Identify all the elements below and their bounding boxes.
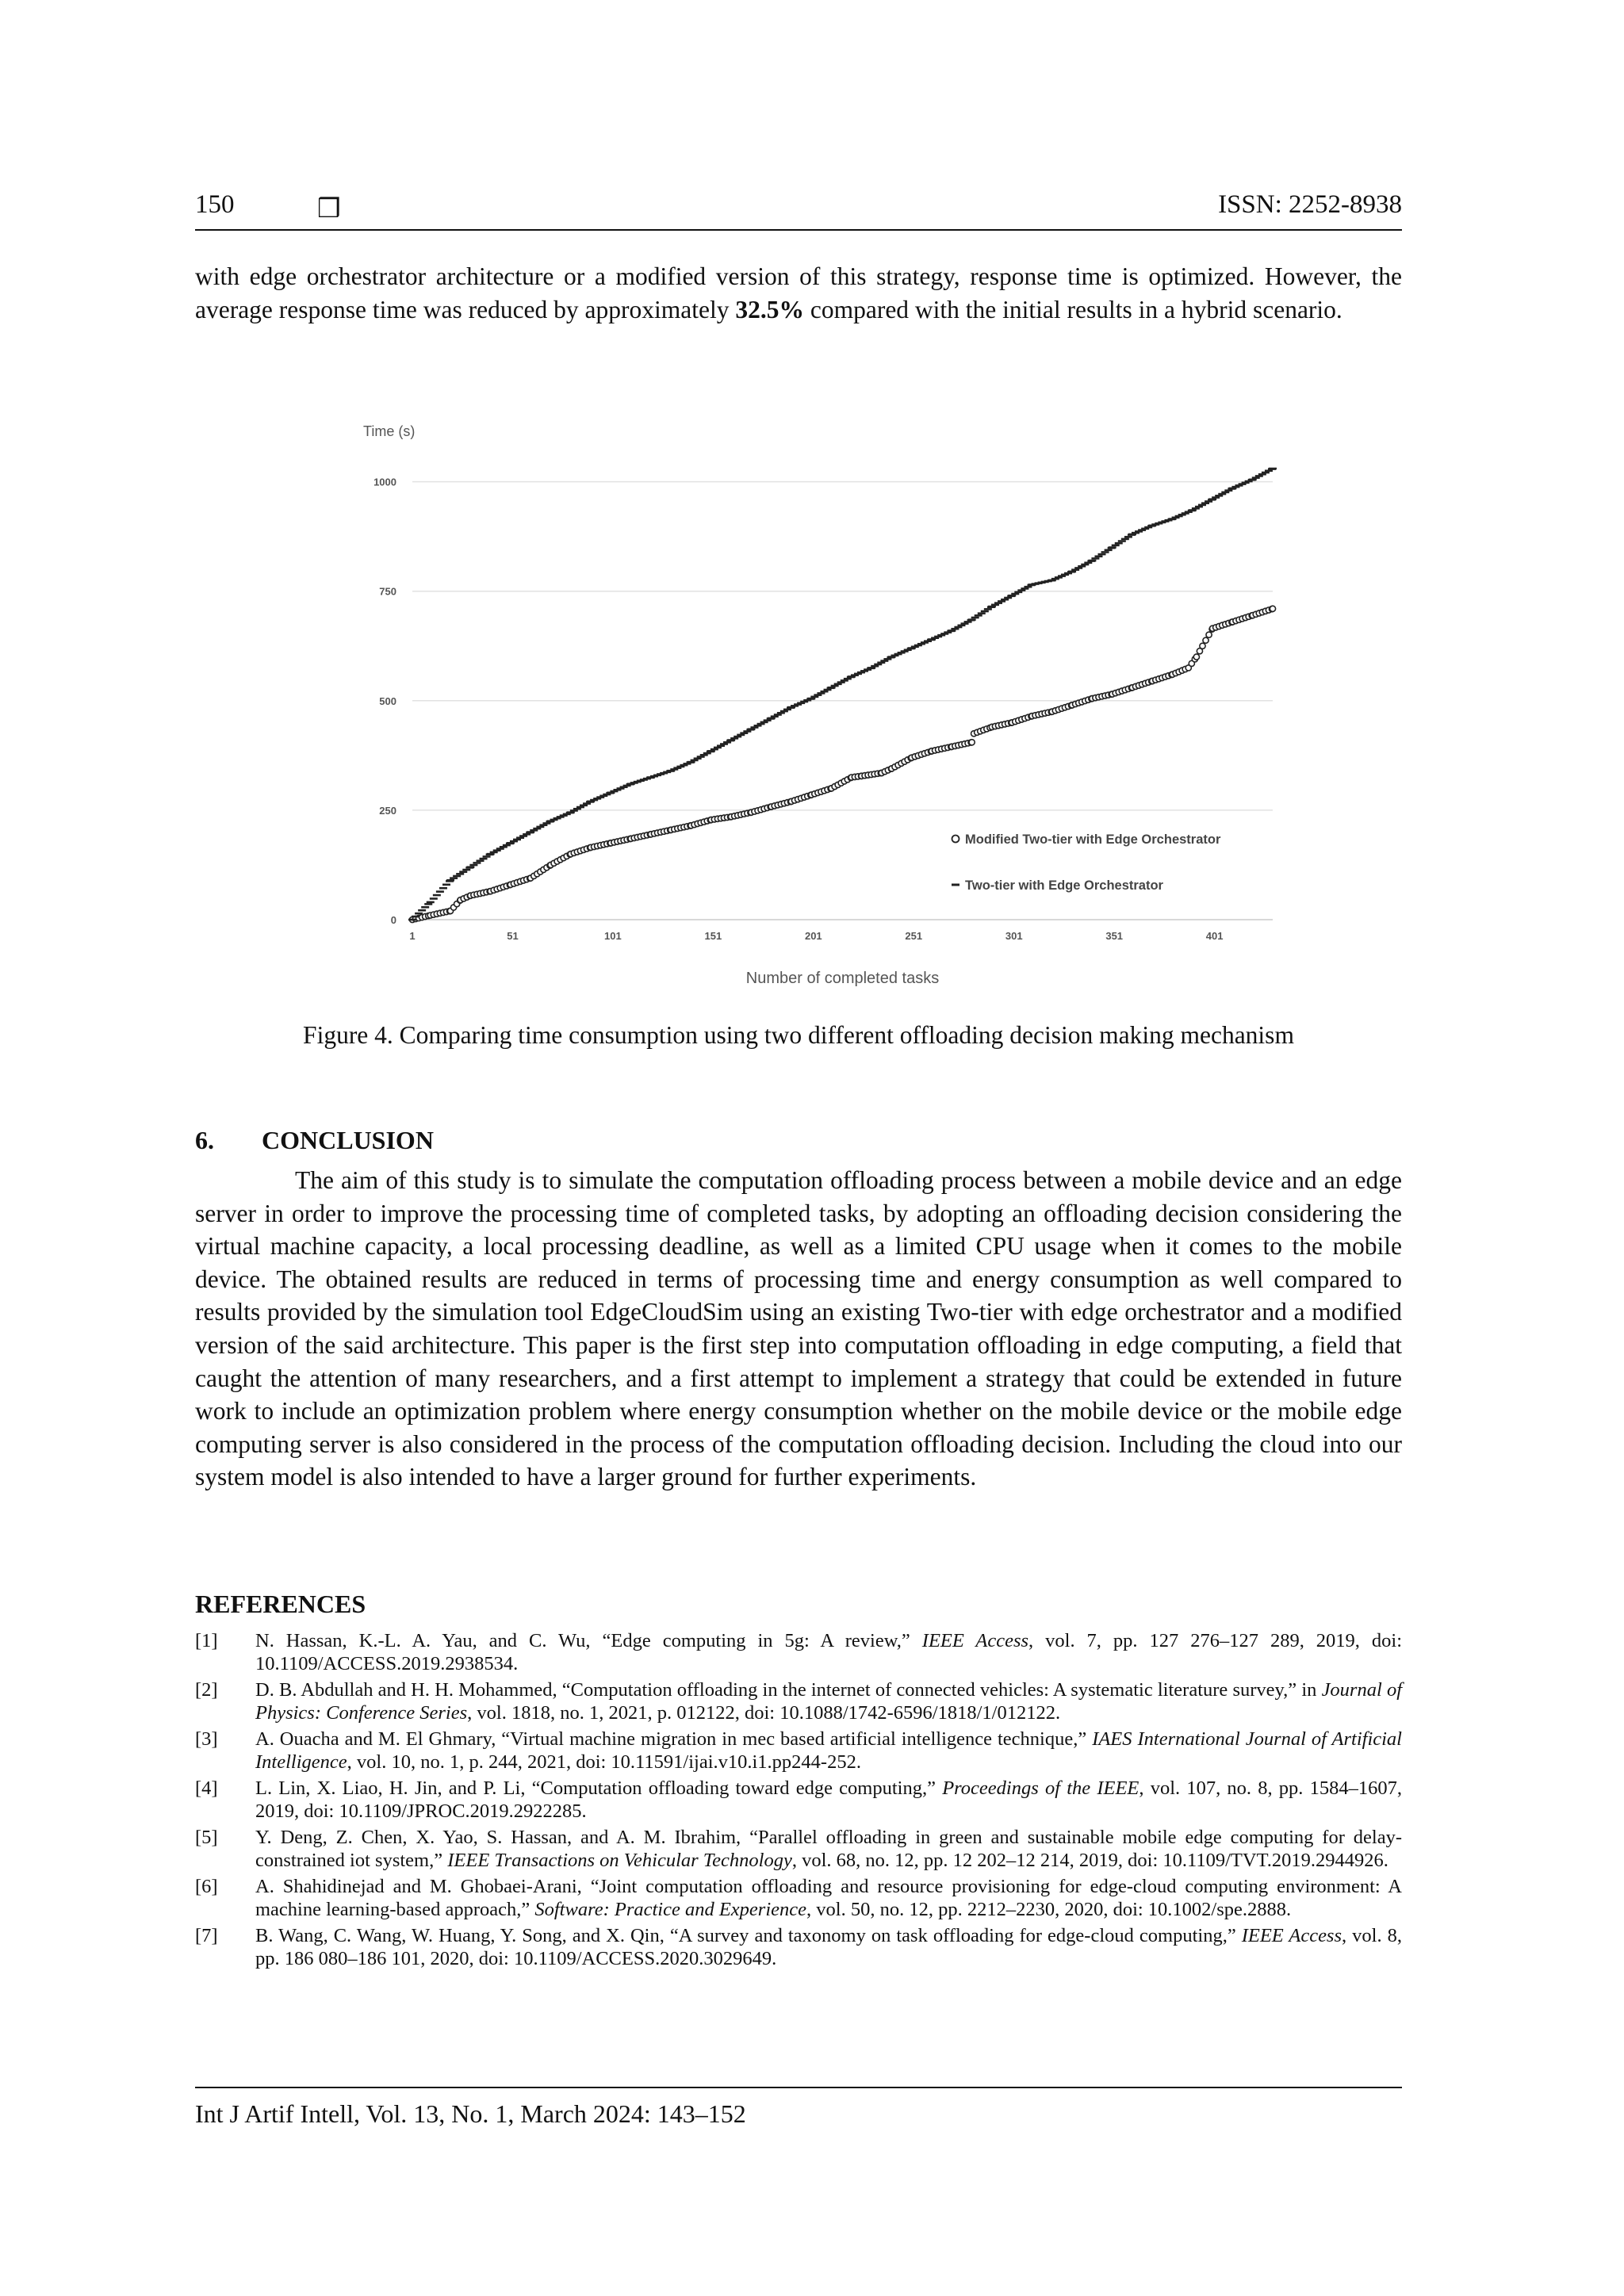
x-tick-label: 1 — [409, 930, 416, 942]
reference-venue: Software: Practice and Experience — [534, 1899, 807, 1920]
reference-text: N. Hassan, K.-L. A. Yau, and C. Wu, “Edge computing in 5g: A review,” — [255, 1630, 922, 1651]
reference-details: , vol. 107, no. 8, pp. 1584–1607, 2019, doi: 10.1109/JPROC.2019.2922285. — [255, 1777, 1402, 1822]
y-tick-label: 500 — [379, 695, 396, 707]
reference-details: , vol. 8, pp. 186 080–186 101, 2020, doi: 10.1109/ACCESS.2020.3029649. — [255, 1925, 1402, 1969]
series-0-point — [1193, 654, 1199, 660]
reference-number: [4] — [195, 1777, 218, 1799]
x-tick-label: 301 — [1005, 930, 1023, 942]
reference-text: A. Ouacha and M. El Ghmary, “Virtual machine migration in mec based artificial intelligence technique,” — [255, 1728, 1093, 1750]
reference-item — [195, 1924, 1402, 1970]
reference-text: B. Wang, C. Wang, W. Huang, Y. Song, and X. Qin, “A survey and taxonomy on task offloading for edge-cloud computing,” — [255, 1925, 1242, 1946]
legend-label: Two-tier with Edge Orchestrator — [965, 878, 1163, 893]
y-tick-label: 1000 — [373, 476, 396, 488]
legend-label: Modified Two-tier with Edge Orchestrator — [965, 832, 1221, 847]
reference-venue: Journal of Physics: Conference Series — [255, 1679, 1402, 1724]
intro-text-after: compared with the initial results in a hybrid scenario. — [803, 295, 1342, 323]
reference-venue: IEEE Access — [921, 1630, 1029, 1651]
y-tick-label: 750 — [379, 585, 396, 598]
issn-label: ISSN: 2252-8938 — [1218, 190, 1402, 219]
reference-item — [195, 1826, 1402, 1872]
reference-venue: Proceedings of the IEEE — [942, 1777, 1139, 1799]
conclusion-paragraph: The aim of this study is to simulate the computation offloading process between a mobile device and an edge server in order to improve the processing time of completed tasks, by adopting an offloading decision considering the virtual machine capacity, a local processing deadline, as well as a limited CPU usage when it comes to the mobile device. The obtained results are reduced in terms of processing time and energy consumption as well compared to results provided by the simulation tool EdgeCloudSim using an existing Two-tier with edge orchestrator and a modified version of the said architecture. This paper is the first step into computation offloading in edge computing, a field that caught the attention of many researchers, and a first attempt to implement a strategy that could be extended in future work to include an optimization problem where energy consumption whether on the mobile device or the mobile edge computing server is also considered in the process of the computation offloading decision. Including the cloud into our system model is also intended to have a larger ground for further experiments. — [195, 1166, 1402, 1491]
reference-details: , vol. 1818, no. 1, 2021, p. 012122, doi: 10.1088/1742-6596/1818/1/012122. — [467, 1702, 1061, 1724]
y-tick-label: 0 — [390, 914, 396, 926]
references-heading: REFERENCES — [195, 1590, 366, 1618]
reference-number: [1] — [195, 1630, 218, 1651]
reference-number: [6] — [195, 1876, 218, 1897]
reference-text: L. Lin, X. Liao, H. Jin, and P. Li, “Computation offloading toward edge computing,” — [255, 1777, 943, 1799]
page-number: 150 — [195, 190, 235, 219]
x-tick-label: 101 — [604, 930, 622, 942]
series-0-point — [1206, 632, 1212, 637]
reference-details: , vol. 50, no. 12, pp. 2212–2230, 2020, doi: 10.1002/spe.2888. — [806, 1899, 1292, 1920]
reference-item — [195, 1629, 1402, 1675]
reference-venue: IEEE Access — [1241, 1925, 1342, 1946]
series-0-point — [1270, 606, 1275, 611]
intro-bold-value: 32.5% — [735, 295, 804, 323]
legend-marker — [952, 836, 959, 843]
reference-number: [7] — [195, 1925, 218, 1946]
intro-text-before: with edge orchestrator architecture or a modified version of this strategy, response time is optimized. However, the average response time was reduced by approximately — [195, 262, 1402, 323]
reference-item — [195, 1777, 1402, 1823]
x-tick-label: 401 — [1205, 930, 1224, 942]
figure-4 — [333, 404, 1285, 991]
footer-rule — [195, 2087, 1402, 2088]
header-rule — [195, 229, 1402, 231]
page-header — [195, 190, 1402, 230]
reference-venue: IAES International Journal of Artificial Intelligence — [255, 1728, 1402, 1773]
x-tick-label: 201 — [804, 930, 822, 942]
intro-paragraph — [195, 260, 1402, 326]
y-axis-title: Time (s) — [363, 423, 416, 439]
reference-details: , vol. 10, no. 1, p. 244, 2021, doi: 10.11591/ijai.v10.i1.pp244-252. — [347, 1751, 861, 1773]
series-0-point — [1203, 637, 1208, 643]
reference-number: [2] — [195, 1679, 218, 1701]
reference-item — [195, 1678, 1402, 1724]
reference-text: D. B. Abdullah and H. H. Mohammed, “Computation offloading in the internet of connected vehicles: A systematic literature survey,” in — [255, 1679, 1322, 1701]
reference-item — [195, 1728, 1402, 1774]
x-tick-label: 251 — [905, 930, 923, 942]
x-tick-label: 51 — [507, 930, 519, 942]
section-title: CONCLUSION — [262, 1126, 434, 1154]
x-tick-label: 151 — [704, 930, 722, 942]
time-consumption-chart — [333, 404, 1285, 991]
reference-details: , vol. 68, no. 12, pp. 12 202–12 214, 2019, doi: 10.1109/TVT.2019.2944926. — [791, 1850, 1388, 1871]
reference-venue: IEEE Transactions on Vehicular Technology — [447, 1850, 792, 1871]
reference-text: Y. Deng, Z. Chen, X. Yao, S. Hassan, and A. M. Ibrahim, “Parallel offloading in green and sustainable mobile edge computing for delay-constrained iot system,” — [255, 1827, 1402, 1871]
reference-number: [5] — [195, 1827, 218, 1848]
references-list — [195, 1629, 1402, 1973]
page-footer: Int J Artif Intell, Vol. 13, No. 1, March 2024: 143–152 — [195, 2099, 746, 2128]
reference-text: A. Shahidinejad and M. Ghobaei-Arani, “Joint computation offloading and resource provisioning for edge-cloud computing environment: A machine learning-based approach,” — [255, 1876, 1402, 1920]
reference-details: , vol. 7, pp. 127 276–127 289, 2019, doi: 10.1109/ACCESS.2019.2938534. — [255, 1630, 1403, 1674]
series-0-point — [1200, 643, 1205, 649]
x-axis-title: Number of completed tasks — [745, 970, 940, 987]
reference-item — [195, 1875, 1402, 1921]
x-tick-label: 351 — [1105, 930, 1124, 942]
section-number: 6. — [195, 1126, 214, 1154]
figure-caption: Figure 4. Comparing time consumption using two different offloading decision making mechanism — [303, 1021, 1294, 1049]
y-tick-label: 250 — [379, 804, 396, 817]
section-heading — [195, 1126, 434, 1155]
box-icon: ❒ — [317, 195, 341, 224]
series-0-point — [969, 740, 975, 745]
reference-number: [3] — [195, 1728, 218, 1750]
